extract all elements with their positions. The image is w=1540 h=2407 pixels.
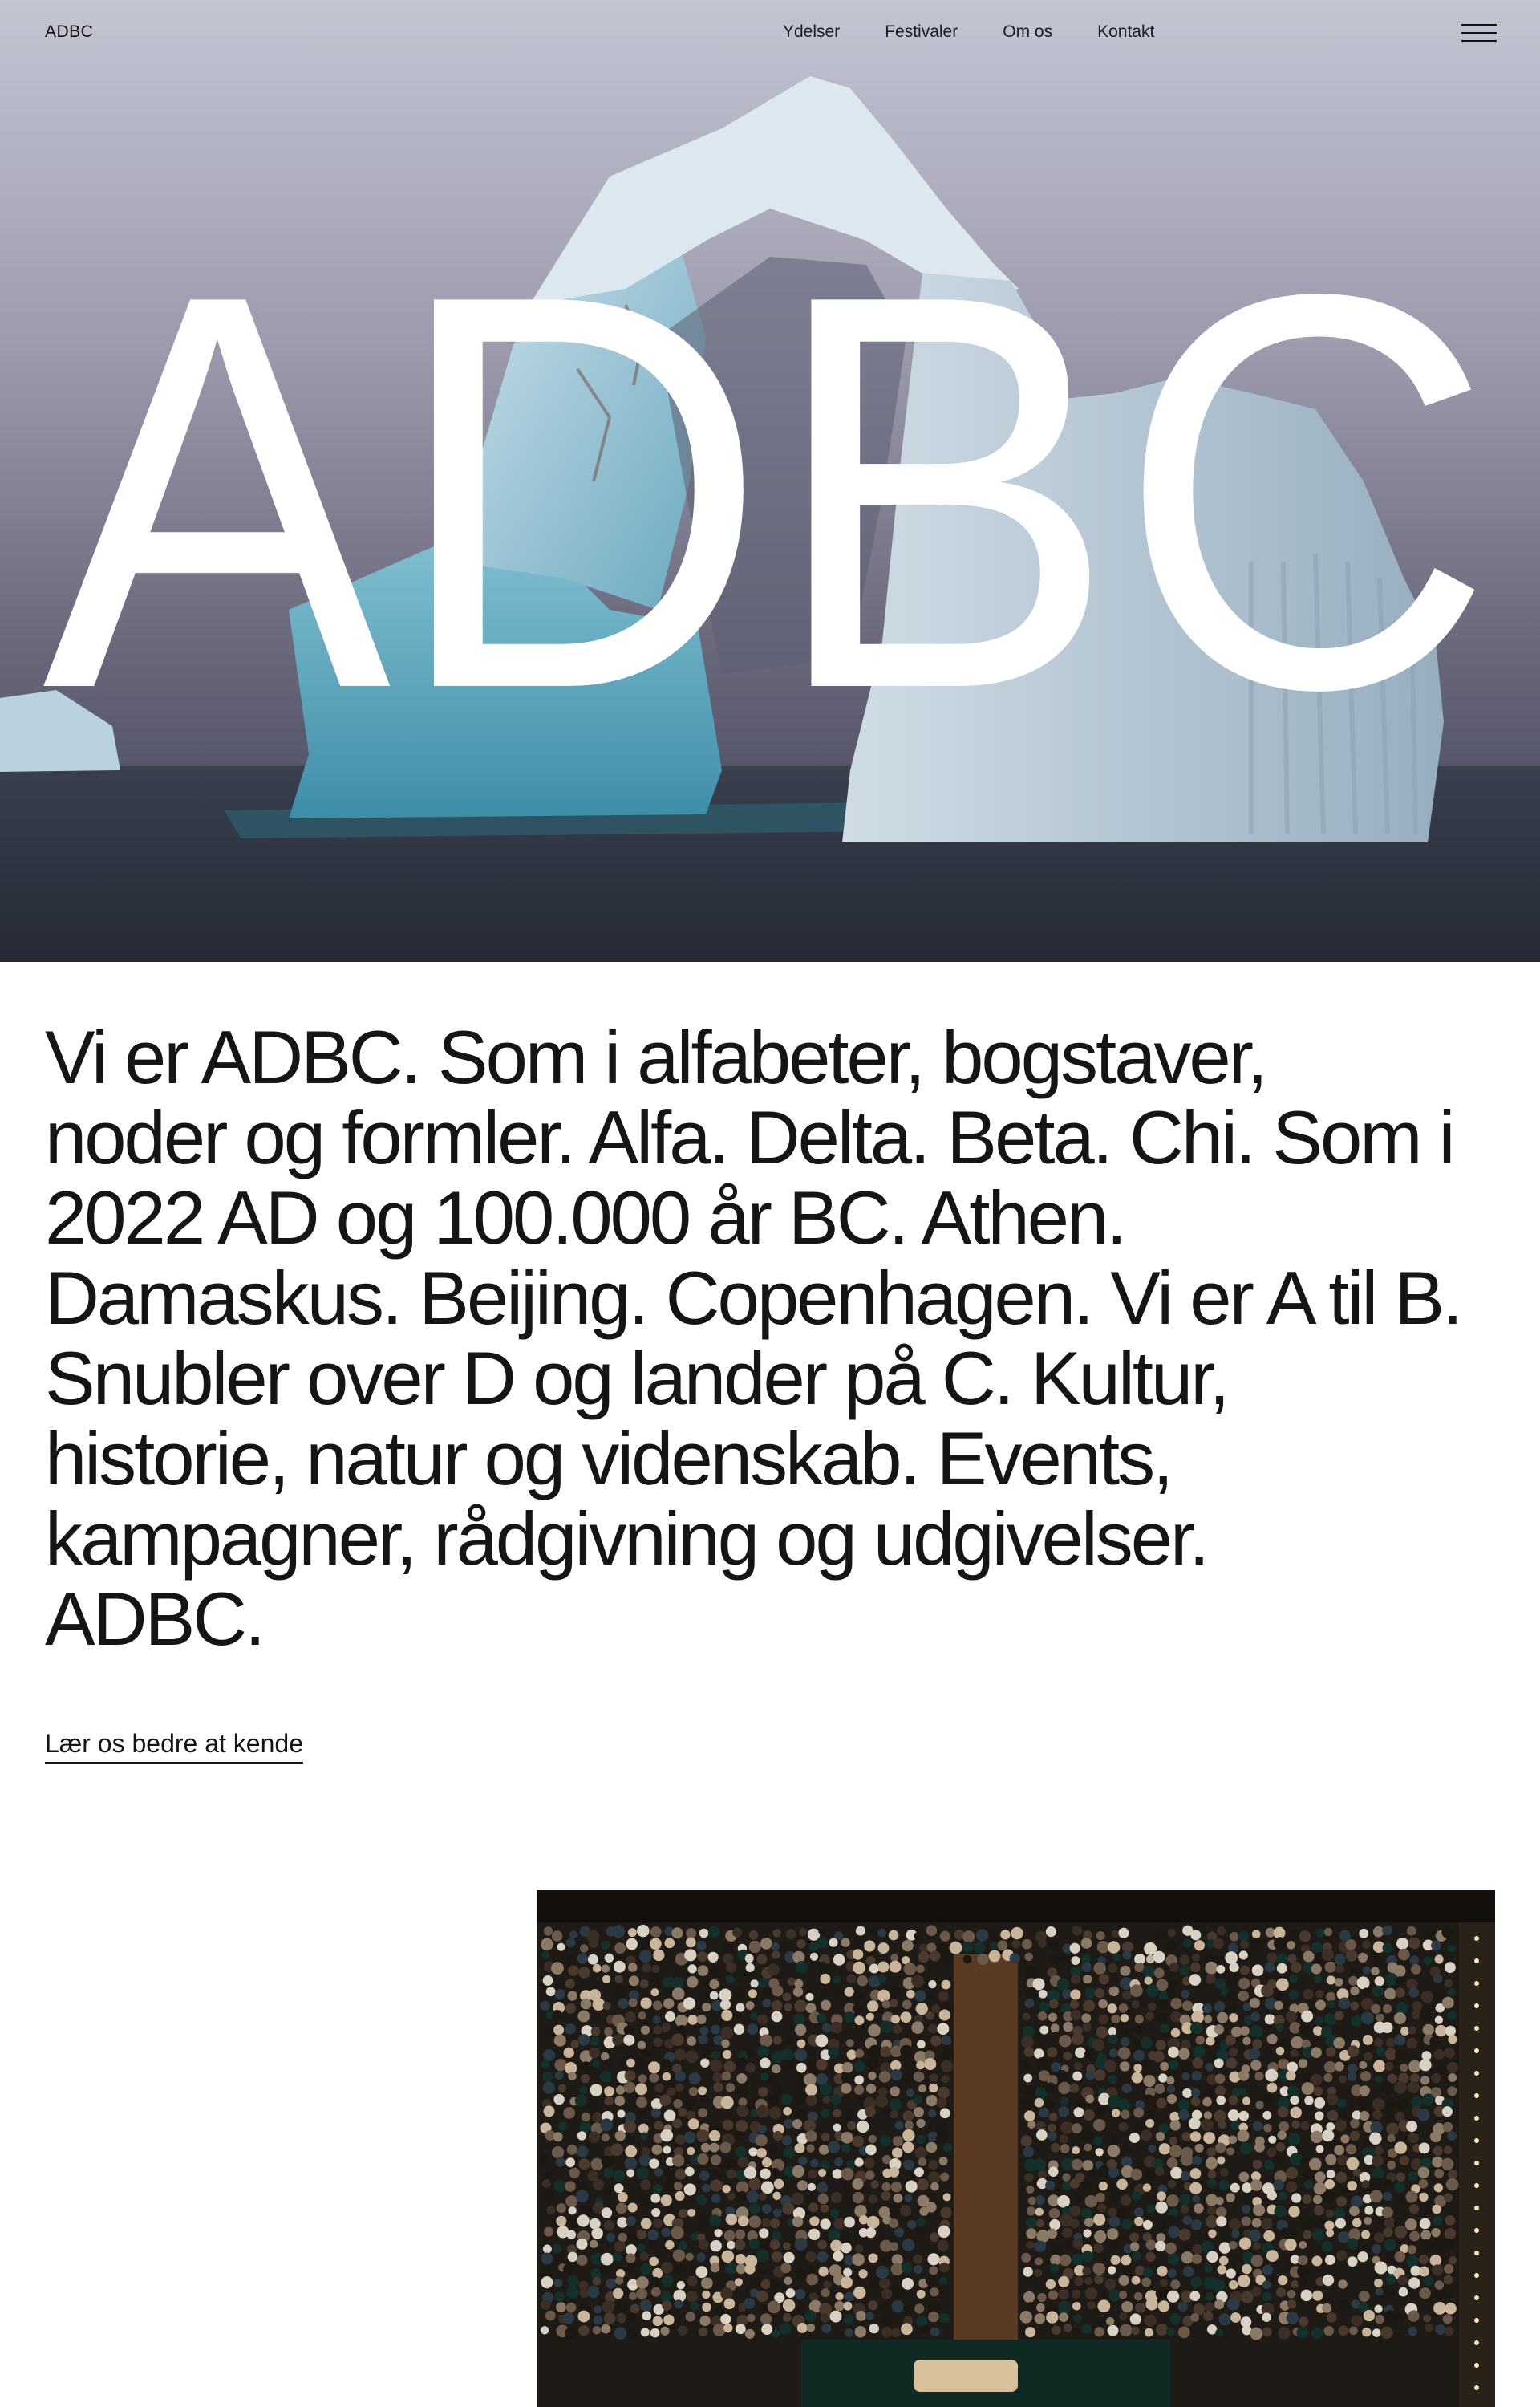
hamburger-line bbox=[1461, 32, 1497, 34]
nav-link-ydelser[interactable]: Ydelser bbox=[783, 22, 841, 41]
top-navigation bbox=[0, 0, 1540, 64]
brand-logo-link[interactable]: ADBC bbox=[45, 22, 94, 41]
learn-more-link[interactable]: Lær os bedre at kende bbox=[45, 1729, 303, 1764]
nav-link-kontakt[interactable]: Kontakt bbox=[1097, 22, 1155, 41]
intro-statement: Vi er ADBC. Som i alfabeter, bogstaver, noder og formler. Alfa. Delta. Beta. Chi. Som i 2022 AD og 100.000 år BC. Athen. Damaskus. Beijing. Copenhagen. Vi er A til B. Snubler over D og lander på C. Kultur, historie, natur og videnskab. Events, kampagner, rådgivning og udgivelser. ADBC. bbox=[45, 1015, 1461, 1661]
auditorium-audience-photo bbox=[537, 1890, 1495, 2407]
nav-link-om-os[interactable]: Om os bbox=[1003, 22, 1053, 41]
hamburger-line bbox=[1461, 40, 1497, 42]
hero bbox=[0, 0, 1540, 962]
hamburger-line bbox=[1461, 24, 1497, 26]
iceberg-photo bbox=[0, 0, 1540, 962]
main-menu bbox=[783, 22, 1154, 42]
intro-section bbox=[45, 1017, 1505, 1659]
audience-photo-graphic bbox=[537, 1890, 1495, 2407]
svg-text:ADBC: ADBC bbox=[43, 178, 1494, 806]
nav-link-festivaler[interactable]: Festivaler bbox=[885, 22, 958, 41]
hamburger-icon[interactable] bbox=[1461, 24, 1497, 42]
